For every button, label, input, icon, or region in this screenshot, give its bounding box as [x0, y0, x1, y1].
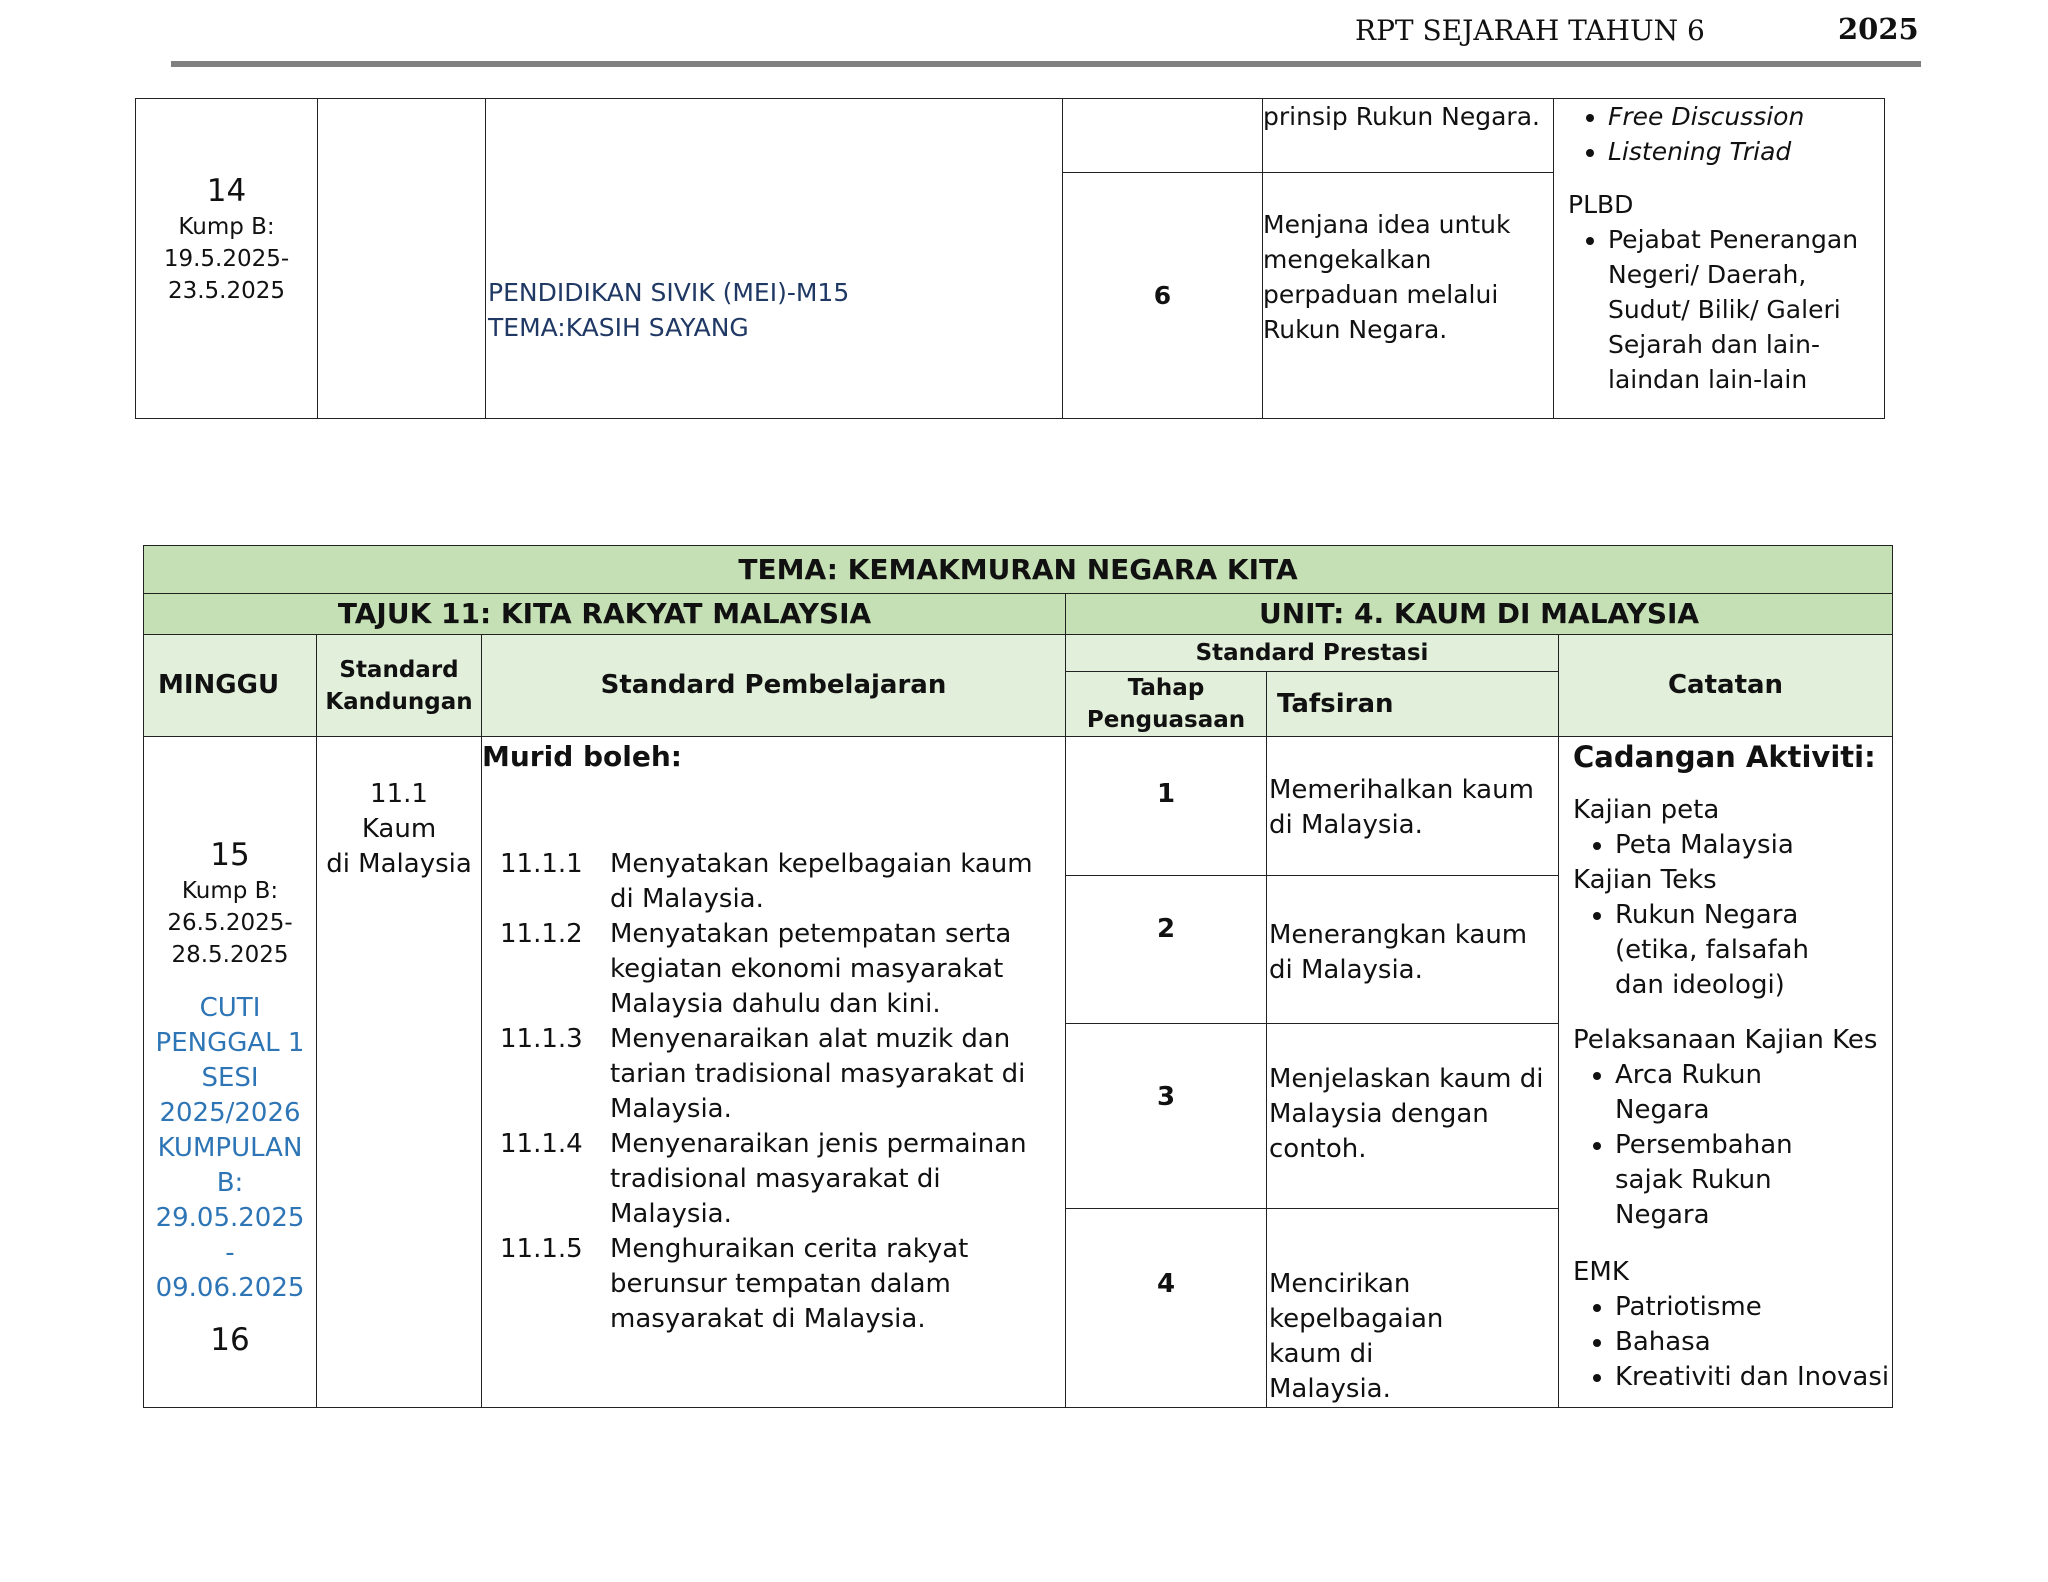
kajian-peta-label: Kajian peta — [1573, 795, 1720, 825]
sivik-title: PENDIDIKAN SIVIK (MEI)-M15 — [488, 278, 850, 307]
sp-code: 11.1.4 — [500, 1129, 583, 1159]
list-item — [482, 917, 1065, 1022]
tafsiran-text: prinsip Rukun Negara. — [1263, 102, 1540, 131]
tajuk-cell: TAJUK 11: KITA RAKYAT MALAYSIA — [144, 594, 1066, 635]
kajian-kes-list — [1573, 1058, 1892, 1233]
list-item: • Pejabat Penerangan Negeri/ Daerah, Sudut/ Bilik/ Galeri Sejarah dan lain-laindan lain-lain — [1608, 222, 1884, 397]
week-number-2: 16 — [210, 1322, 250, 1358]
tafsiran-cell — [1263, 173, 1554, 419]
murid-boleh: Murid boleh: — [482, 740, 682, 773]
sp-text: Menyenaraikan alat muzik dan tarian tradisional masyarakat di Malaysia. — [610, 1024, 1026, 1124]
sp-text: Menyatakan kepelbagaian kaum di Malaysia. — [610, 849, 1033, 914]
tafsiran-text: Memerihalkan kaum di Malaysia. — [1267, 737, 1559, 876]
list-item: • Listening Triad — [1608, 134, 1884, 169]
unit-cell: UNIT: 4. KAUM DI MALAYSIA — [1066, 594, 1893, 635]
sp-text: Menyatakan petempatan serta kegiatan ekonomi masyarakat Malaysia dahulu dan kini. — [610, 919, 1012, 1019]
list-item: • Rukun Negara (etika, falsafah dan ideologi) — [1615, 898, 1832, 1003]
standard-kandungan: 11.1 Kaum di Malaysia — [317, 737, 482, 1408]
tahap-level: 3 — [1066, 1024, 1267, 1209]
tafsiran-text: Menjana idea untuk mengekalkan perpaduan melalui Rukun Negara. — [1263, 210, 1511, 344]
sivik-cell — [486, 99, 1063, 419]
tema-row: TEMA: KEMAKMURAN NEGARA KITA — [144, 546, 1893, 594]
list-item — [482, 1232, 1065, 1337]
sp-code: 11.1.3 — [500, 1024, 583, 1054]
col-tahap-penguasaan: Tahap Penguasaan — [1066, 672, 1267, 737]
week-cell — [144, 737, 317, 1408]
list-item: • Peta Malaysia — [1615, 828, 1892, 863]
col-tafsiran: Tafsiran — [1267, 672, 1559, 737]
list-item: • Arca Rukun Negara — [1615, 1058, 1822, 1128]
col-minggu: MINGGU — [144, 635, 317, 737]
list-item: • Kreativiti dan Inovasi — [1615, 1360, 1892, 1395]
list-item: • Bahasa — [1615, 1325, 1892, 1360]
rpt-table — [143, 545, 1893, 1408]
emk-label: EMK — [1573, 1257, 1629, 1287]
tafsiran-text: Menerangkan kaum di Malaysia. — [1267, 876, 1559, 1024]
sivik-theme: TEMA:KASIH SAYANG — [488, 313, 749, 342]
tahap-level: 1 — [1066, 737, 1267, 876]
kajian-peta-list — [1573, 828, 1892, 863]
emk-list — [1573, 1290, 1892, 1395]
cuti-note: CUTI PENGGAL 1 SESI 2025/2026 KUMPULAN B: 29.05.2025 - 09.06.2025 — [155, 993, 305, 1303]
week-cell — [136, 99, 318, 419]
sp-code: 11.1.2 — [500, 919, 583, 949]
list-item — [482, 847, 1065, 917]
tahap-level: 4 — [1066, 1209, 1267, 1408]
document-header-title: RPT SEJARAH TAHUN 6 — [1355, 14, 1705, 47]
sp-text: Menyenaraikan jenis permainan tradisional masyarakat di Malaysia. — [610, 1129, 1027, 1229]
tahap-level: 6 — [1063, 173, 1263, 419]
tafsiran-text: Mencirikan kepelbagaian kaum di Malaysia. — [1267, 1209, 1559, 1408]
standard-kandungan-cell — [318, 99, 486, 419]
tafsiran-text: Menjelaskan kaum di Malaysia dengan contoh. — [1267, 1024, 1559, 1209]
document-header-year: 2025 — [1838, 12, 1919, 46]
kajian-kes-label: Pelaksanaan Kajian Kes — [1573, 1025, 1878, 1055]
notes-list — [1568, 99, 1884, 169]
catatan-cell — [1554, 99, 1885, 419]
list-item: • Free Discussion — [1608, 99, 1884, 134]
col-catatan: Catatan — [1559, 635, 1893, 737]
plbd-list — [1568, 222, 1884, 397]
cadangan-heading: Cadangan Aktiviti: — [1573, 740, 1876, 774]
sp-code: 11.1.5 — [500, 1234, 583, 1264]
sp-text: Menghuraikan cerita rakyat berunsur tempatan dalam masyarakat di Malaysia. — [610, 1234, 969, 1334]
week-dates: 26.5.2025- 28.5.2025 — [167, 910, 293, 968]
plbd-label: PLBD — [1568, 190, 1634, 219]
week-group: Kump B: — [178, 214, 275, 240]
sp-code: 11.1.1 — [500, 849, 583, 879]
col-standard-prestasi: Standard Prestasi — [1066, 635, 1559, 672]
kajian-teks-label: Kajian Teks — [1573, 865, 1717, 895]
week-number: 14 — [206, 173, 247, 209]
week-group: Kump B: — [181, 878, 279, 904]
standard-pembelajaran-cell — [482, 737, 1066, 1408]
continuation-table — [135, 98, 1885, 419]
catatan-cell — [1559, 737, 1893, 1408]
list-item — [482, 1022, 1065, 1127]
col-standard-pembelajaran: Standard Pembelajaran — [482, 635, 1066, 737]
list-item: • Persembahan sajak Rukun Negara — [1615, 1128, 1822, 1233]
header-divider — [171, 61, 1921, 67]
tahap-level: 2 — [1066, 876, 1267, 1024]
tahap-cell-empty — [1063, 99, 1263, 173]
kajian-teks-list — [1573, 898, 1892, 1003]
tafsiran-cell — [1263, 99, 1554, 173]
week-dates: 19.5.2025- 23.5.2025 — [163, 246, 290, 304]
list-item: • Patriotisme — [1615, 1290, 1892, 1325]
col-standard-kandungan: Standard Kandungan — [317, 635, 482, 737]
list-item — [482, 1127, 1065, 1232]
week-number: 15 — [210, 837, 250, 873]
